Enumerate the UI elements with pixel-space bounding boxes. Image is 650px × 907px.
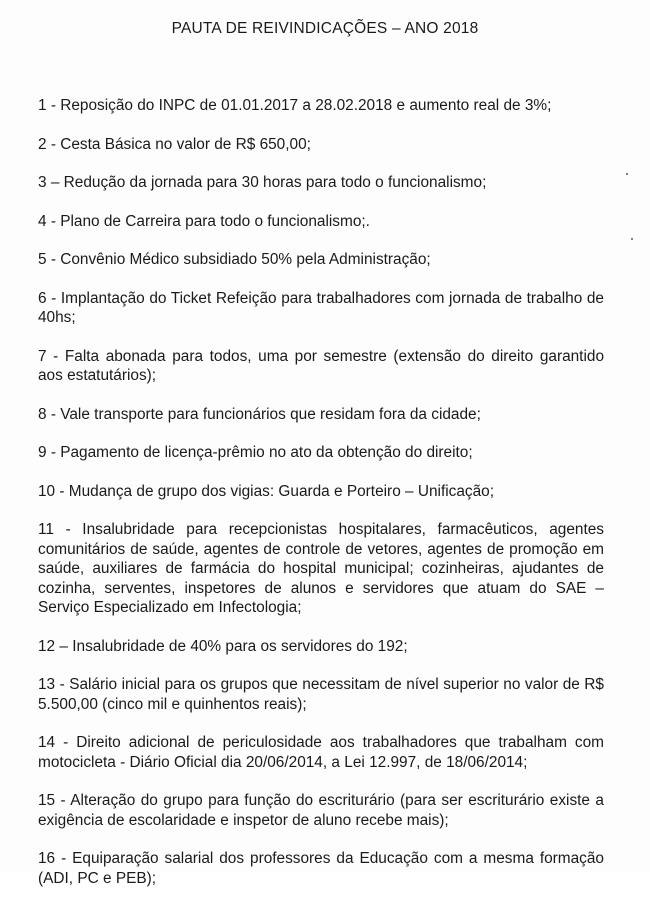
list-item: 10 - Mudança de grupo dos vigias: Guarda e Porteiro – Unificação; (38, 482, 494, 500)
list-item: 11 - Insalubridade para recepcionistas hospitalares, farmacêuticos, agentes comunitários de saúde, agentes de controle de vetores, agentes de promoção em saúde, auxiliares de farmácia do hospital municipal; cozinheiras, ajudantes de cozinha, serventes, inspetores de alunos e servidores que atuam do SAE – Serviço Especializado em Infectologia; (38, 521, 604, 616)
list-item: 5 - Convênio Médico subsidiado 50% pela Administração; (38, 251, 431, 268)
list-item: 1 - Reposição do INPC de 01.01.2017 a 28.02.2018 e aumento real de 3%; (38, 97, 552, 114)
list-item: 12 – Insalubridade de 40% para os servidores do 192; (38, 637, 408, 655)
list-item: 14 - Direito adicional de periculosidade aos trabalhadores que trabalham com motocicleta - Diário Oficial dia 20/06/2014, a Lei 12.997, de 18/06/2014; (38, 734, 604, 771)
demands-list (38, 96, 604, 907)
list-item: 6 - Implantação do Ticket Refeição para trabalhadores com jornada de trabalho de 40hs; (38, 289, 604, 326)
document-title: PAUTA DE REIVINDICAÇÕES – ANO 2018 (171, 20, 479, 37)
scan-speck (626, 173, 628, 175)
list-item: 13 - Salário inicial para os grupos que necessitam de nível superior no valor de R$ 5.500,00 (cinco mil e quinhentos reais); (38, 676, 604, 713)
list-item: 4 - Plano de Carreira para todo o funcionalismo;. (38, 212, 370, 230)
list-item: 8 - Vale transporte para funcionários que residam fora da cidade; (38, 405, 481, 423)
list-item: 16 - Equiparação salarial dos professores da Educação com a mesma formação (ADI, PC e PEB); (38, 850, 604, 887)
list-item: 9 - Pagamento de licença-prêmio no ato da obtenção do direito; (38, 444, 473, 461)
list-item: 7 - Falta abonada para todos, uma por semestre (extensão do direito garantido aos estatutários); (38, 347, 604, 384)
list-item: 15 - Alteração do grupo para função do escriturário (para ser escriturário existe a exigência de escolaridade e inspetor de aluno recebe mais); (38, 792, 604, 829)
scan-speck (631, 238, 633, 240)
list-item: 3 – Redução da jornada para 30 horas para todo o funcionalismo; (38, 174, 487, 191)
list-item: 2 - Cesta Básica no valor de R$ 650,00; (38, 135, 311, 153)
